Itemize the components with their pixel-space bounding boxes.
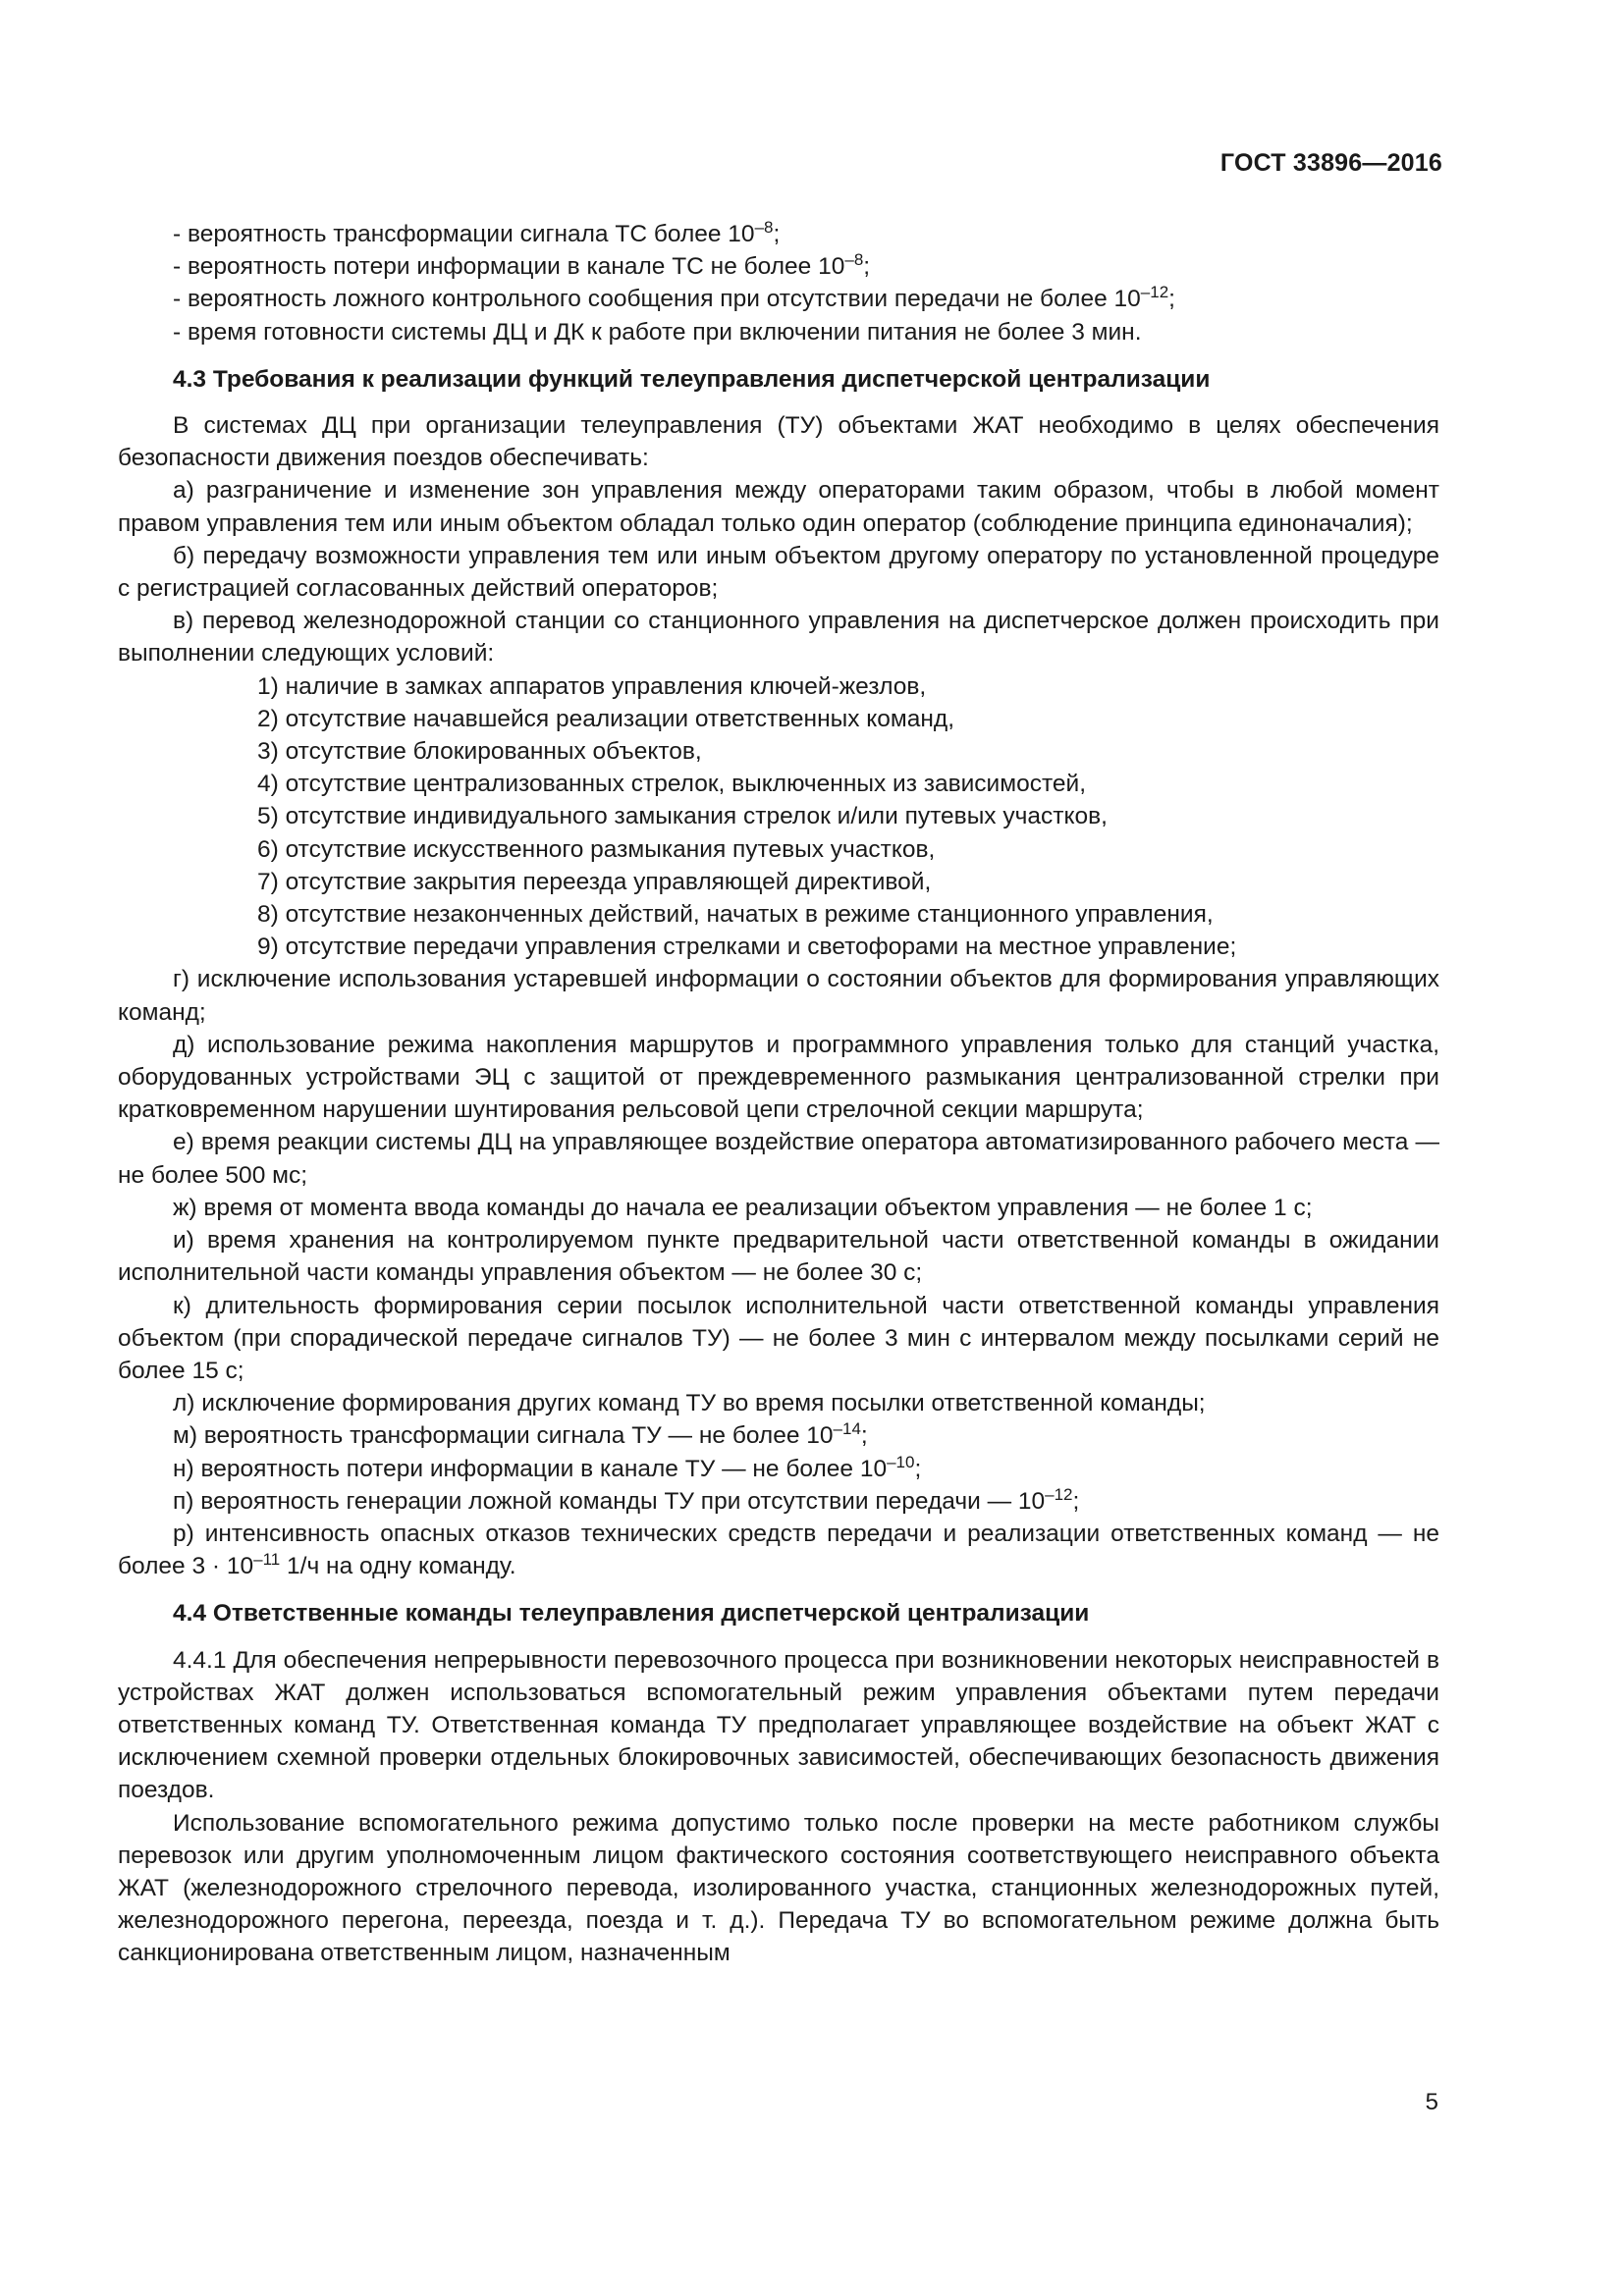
- section-4-4-1-paragraph: 4.4.1 Для обеспечения непрерывности перевозочного процесса при возникновении некоторых неисправностей в устройствах ЖАТ должен использоваться вспомогательный режим управления объектами путем передачи ответственных команд ТУ. Ответственная команда ТУ предполагает управляющее воздействие на объект ЖАТ с исключением схемной проверки отдельных блокировочных зависимостей, обеспечивающих безопасность движения поездов.: [118, 1646, 1439, 1804]
- item-e: е) время реакции системы ДЦ на управляющее воздействие оператора автоматизированного рабочего места — не более 500 мс;: [118, 1129, 1439, 1189]
- condition-2: 2) отсутствие начавшейся реализации ответственных команд,: [257, 705, 955, 732]
- item-k: к) длительность формирования серии посылок исполнительной части ответственной команды управления объектом (при спорадической передаче сигналов ТУ) — не более 3 мин с интервалом между посылками серий не более 15 с;: [118, 1292, 1439, 1384]
- condition-3: 3) отсутствие блокированных объектов,: [257, 738, 702, 766]
- item-n: н) вероятность потери информации в канале ТУ — не более $10^{-10}$;: [173, 1452, 922, 1482]
- bullet-false-message: - вероятность ложного контрольного сообщения при отсутствии передачи не более $10^{-12}$;: [173, 283, 1175, 313]
- item-zh: ж) время от момента ввода команды до начала ее реализации объектом управления — не более 1 с;: [173, 1194, 1313, 1221]
- item-g: г) исключение использования устаревшей информации о состоянии объектов для формирования управляющих команд;: [118, 966, 1439, 1026]
- condition-5: 5) отсутствие индивидуального замыкания стрелок и/или путевых участков,: [257, 803, 1108, 830]
- condition-4: 4) отсутствие централизованных стрелок, выключенных из зависимостей,: [257, 771, 1087, 798]
- item-r: р) интенсивность опасных отказов технических средств передачи и реализации ответственных команд — не более $3 \cdot 10^{-11}$ 1/ч на одну команду.: [118, 1520, 1439, 1580]
- item-d: д) использование режима накопления маршрутов и программного управления только для станций участка, оборудованных устройствами ЭЦ с защитой от преждевременного размыкания централизованной стрелки при кратковременном нарушении шунтирования рельсовой цепи стрелочной секции маршрута;: [118, 1031, 1439, 1124]
- condition-8: 8) отсутствие незаконченных действий, начатых в режиме станционного управления,: [257, 901, 1214, 929]
- section-4-3-intro: В системах ДЦ при организации телеуправления (ТУ) объектами ЖАТ необходимо в целях обеспечения безопасности движения поездов обеспечивать:: [118, 412, 1439, 472]
- page-number: 5: [1425, 2089, 1438, 2115]
- section-4-4-auxiliary-mode-paragraph: Использование вспомогательного режима допустимо только после проверки на месте работником службы перевозок или другим уполномоченным лицом фактического состояния соответствующего неисправного объекта ЖАТ (железнодорожного стрелочного перевода, изолированного участка, станционных железнодорожных путей, железнодорожного перегона, переезда, поезда и т. д.). Передача ТУ во вспомогательном режиме должна быть санкционирована ответственным лицом, назначенным: [118, 1809, 1439, 1967]
- bullet-readiness-time: - время готовности системы ДЦ и ДК к работе при включении питания не более 3 мин.: [173, 318, 1142, 346]
- item-i: и) время хранения на контролируемом пункте предварительной части ответственной команды в ожидании исполнительной части команды управления объектом — не более 30 с;: [118, 1227, 1439, 1287]
- section-4-3-heading: 4.3 Требования к реализации функций телеуправления диспетчерской централизации: [173, 365, 1211, 393]
- section-4-4-heading: 4.4 Ответственные команды телеуправления диспетчерской централизации: [173, 1600, 1090, 1628]
- condition-1: 1) наличие в замках аппаратов управления ключей-жезлов,: [257, 672, 927, 700]
- page-content: [118, 218, 1439, 1970]
- condition-9: 9) отсутствие передачи управления стрелками и светофорами на местное управление;: [257, 934, 1237, 961]
- item-m: м) вероятность трансформации сигнала ТУ — не более $10^{-14}$;: [173, 1419, 868, 1450]
- item-a: а) разграничение и изменение зон управления между операторами таким образом, чтобы в любой момент правом управления тем или иным объектом обладал только один оператор (соблюдение принципа единоначалия);: [118, 477, 1439, 537]
- condition-6: 6) отсутствие искусственного размыкания путевых участков,: [257, 835, 936, 863]
- item-v: в) перевод железнодорожной станции со станционного управления на диспетчерское должен происходить при выполнении следующих условий:: [118, 608, 1439, 667]
- bullet-ts-transformation: - вероятность трансформации сигнала ТС более $10^{-8}$;: [173, 217, 781, 247]
- condition-7: 7) отсутствие закрытия переезда управляющей директивой,: [257, 868, 932, 895]
- bullet-ts-loss: - вероятность потери информации в канале ТС не более $10^{-8}$;: [173, 250, 871, 281]
- document-standard-header: ГОСТ 33896—2016: [1219, 149, 1442, 177]
- item-p: п) вероятность генерации ложной команды ТУ при отсутствии передачи — $10^{-12}$;: [173, 1484, 1080, 1515]
- item-l: л) исключение формирования других команд ТУ во время посылки ответственной команды;: [173, 1390, 1206, 1417]
- item-b: б) передачу возможности управления тем или иным объектом другому оператору по установленной процедуре с регистрацией согласованных действий операторов;: [118, 542, 1439, 603]
